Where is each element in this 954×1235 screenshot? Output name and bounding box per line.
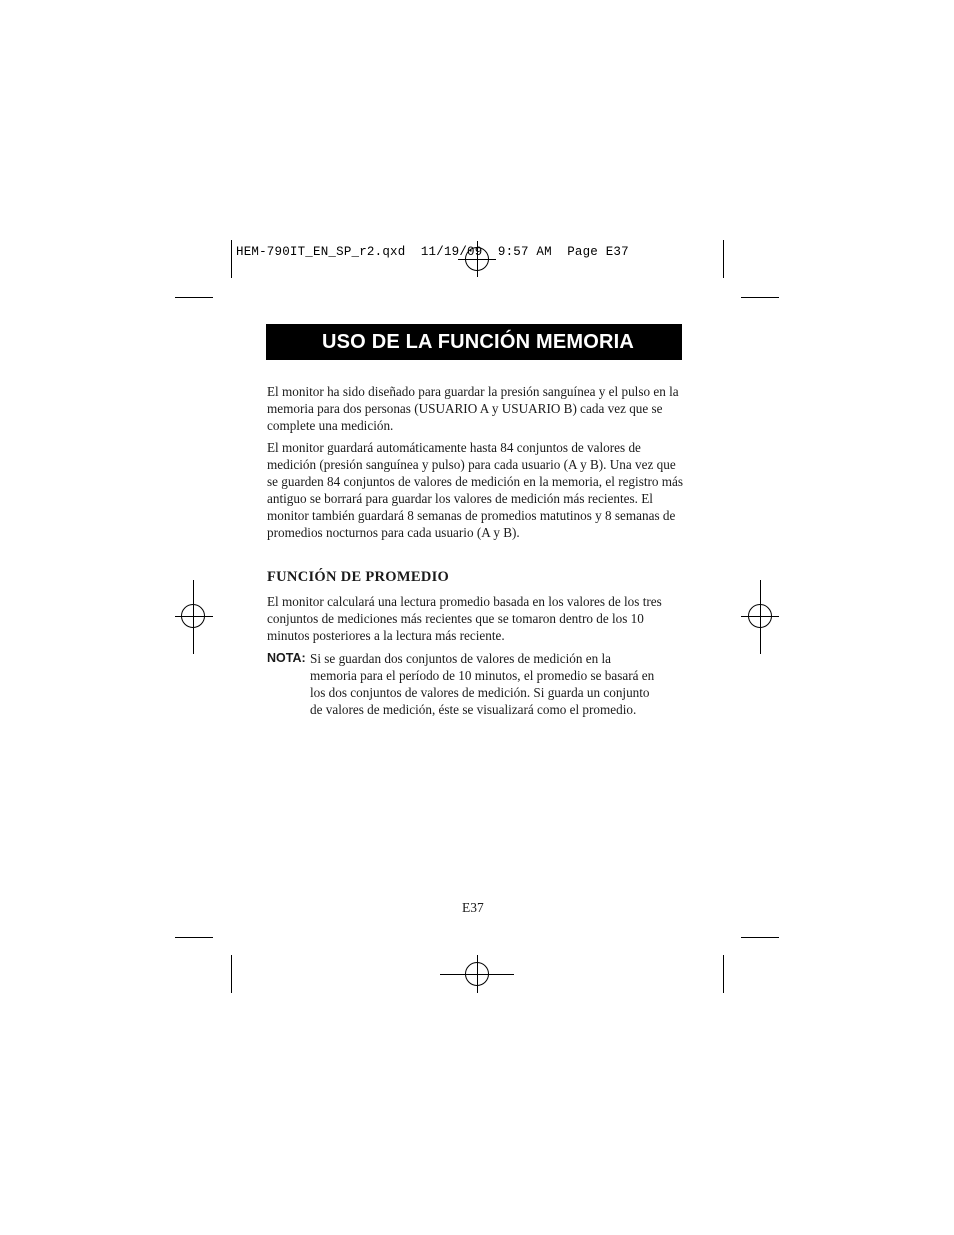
intro-paragraph-1: El monitor ha sido diseñado para guardar la presión sanguínea y el pulso en la memoria para dos personas (USUARIO A y USUARIO B) cada vez que se complete una medición. bbox=[267, 384, 679, 433]
slug-page: Page E37 bbox=[567, 245, 629, 259]
print-slug bbox=[236, 245, 629, 259]
slug-time: 9:57 AM bbox=[497, 245, 552, 259]
slug-date: 11/19/09 bbox=[420, 245, 483, 259]
intro-paragraph-2: El monitor guardará automáticamente hasta 84 conjuntos de valores de medición (presión sanguínea y pulso) para cada usuario (A y B). Una vez que se guarden 84 conjuntos de valores de medición en la memoria, el registro más antiguo se borrará para guardar los valores de medición más recientes. El monitor también guardará 8 semanas de promedios matutinos y 8 semanas de promedios nocturnos para cada usuario (A y B). bbox=[267, 440, 684, 540]
page-title: USO DE LA FUNCIÓN MEMORIA bbox=[266, 324, 682, 360]
slug-filename: HEM-790IT_EN_SP_r2.qxd bbox=[236, 245, 406, 259]
average-paragraph: El monitor calculará una lectura promedio basada en los valores de los tres conjuntos de mediciones más recientes que se tomaron dentro de los 10 minutos posteriores a la lectura más reciente. bbox=[267, 594, 662, 643]
section-heading-average: FUNCIÓN DE PROMEDIO bbox=[267, 569, 450, 585]
note-text: Si se guardan dos conjuntos de valores de medición en la memoria para el período de 10 minutos, el promedio se basará en los dos conjuntos de valores de medición. Si guarda un conjunto de valores de medición, éste se visualizará como el promedio. bbox=[310, 651, 655, 717]
page-number: E37 bbox=[462, 900, 484, 915]
note-label: NOTA: bbox=[267, 651, 306, 665]
